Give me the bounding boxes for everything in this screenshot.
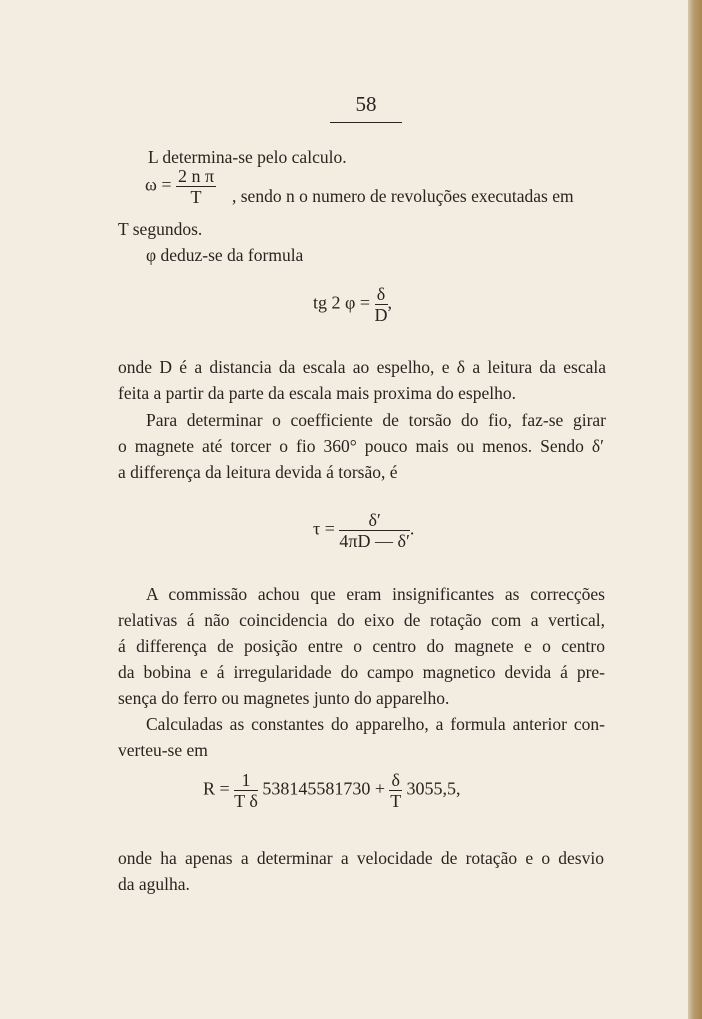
tau-formula: [313, 510, 414, 551]
omega-formula: [145, 166, 216, 207]
book-binding-edge: [688, 0, 702, 1019]
page-number: 58: [355, 92, 377, 116]
tangent-formula: [313, 284, 392, 325]
tau-tail: .: [409, 518, 415, 539]
text-line: A commissão achou que eram insignificantes as correcções: [146, 584, 605, 604]
tg-lhs: tg 2 φ =: [313, 292, 371, 313]
r-lhs: R =: [203, 778, 230, 799]
omega-denominator: T: [190, 187, 202, 207]
text-line: Calculadas as constantes do apparelho, a formula anterior con-: [146, 714, 605, 734]
text-line: Para determinar o coefficiente de torsão do fio, faz-se girar: [146, 410, 606, 430]
r-fraction-2: [389, 770, 401, 811]
resistance-formula: [203, 770, 460, 811]
text-line: á differença de posição entre o centro do magnete e o centro: [118, 636, 605, 656]
r-fraction-1: [234, 770, 258, 811]
text-line: feita a partir da parte da escala mais proxima do espelho.: [118, 383, 516, 403]
tg-fraction: [375, 284, 388, 325]
tau-numerator: δ′: [339, 510, 410, 531]
r-fraction-2-numerator: δ: [391, 770, 400, 790]
tg-denominator: D: [374, 305, 388, 325]
text-line: φ deduz-se da formula: [146, 245, 304, 265]
text-line: relativas á não coincidencia do eixo de rotação com a vertical,: [118, 610, 605, 630]
text-line: da bobina e á irregularidade do campo magnetico devida á pre-: [118, 662, 605, 682]
tau-fraction: [339, 510, 410, 551]
omega-lhs: ω =: [145, 174, 172, 195]
text-line: sença do ferro ou magnetes junto do apparelho.: [118, 688, 450, 708]
text-line: verteu-se em: [118, 740, 208, 760]
r-fraction-1-numerator: 1: [234, 770, 258, 791]
r-constant: 538145581730 +: [262, 778, 385, 799]
r-tail: 3055,5,: [406, 778, 461, 799]
tg-numerator: δ: [375, 284, 388, 305]
tau-denominator: 4πD — δ′: [339, 531, 410, 551]
text-line: a differença da leitura devida á torsão, é: [118, 462, 398, 482]
omega-numerator: 2 n π: [178, 166, 215, 186]
tg-tail: ,: [387, 292, 393, 313]
text-line: L determina-se pelo calculo.: [148, 147, 347, 167]
page-number-rule: [330, 122, 402, 123]
tau-lhs: τ =: [313, 518, 335, 539]
text-line: da agulha.: [118, 874, 190, 894]
text-line: T segundos.: [118, 219, 203, 239]
text-line: onde ha apenas a determinar a velocidade de rotação e o desvio: [118, 848, 604, 868]
r-fraction-1-denominator: T δ: [234, 791, 258, 811]
text-line: o magnete até torcer o fio 360° pouco mais ou menos. Sendo δ′: [118, 436, 604, 456]
r-fraction-2-denominator: T: [390, 791, 402, 811]
omega-fraction: [176, 166, 216, 207]
text-line: onde D é a distancia da escala ao espelho, e δ a leitura da escala: [118, 357, 606, 377]
omega-text: , sendo n o numero de revoluções executadas em: [232, 186, 574, 206]
